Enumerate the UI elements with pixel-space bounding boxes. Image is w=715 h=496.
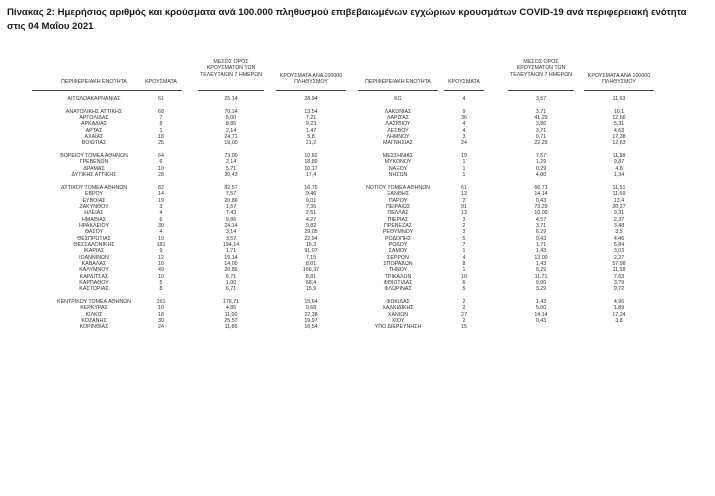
cell-cases: 161: [156, 299, 166, 305]
header-rule: [142, 90, 182, 91]
cell-per-100k: 20,27: [612, 203, 626, 210]
cell-cases: 7: [462, 241, 466, 248]
cell-cases: 15: [461, 324, 467, 331]
cell-per-100k: 13,54: [304, 108, 318, 115]
cell-per-100k: 11,58: [612, 267, 626, 274]
cell-per-100k: 22,38: [304, 311, 318, 318]
cell-region: ΚΑΣΤΟΡΙΑΣ: [79, 286, 109, 293]
cell-avg-7d: 11,71: [534, 273, 548, 280]
cell-cases: 14: [158, 191, 164, 198]
cell-avg-7d: 3,57: [535, 96, 547, 102]
cell-cases: 18: [158, 311, 164, 318]
cell-avg-7d: 176,71: [222, 299, 240, 305]
cell-region: ΣΠΟΡΑΔΩΝ: [383, 260, 413, 267]
cell-per-100k: 166,37: [302, 267, 320, 274]
cell-region: ΓΡΕΒΕΝΩΝ: [79, 159, 109, 166]
cell-avg-7d: 30,43: [224, 172, 238, 179]
cell-avg-7d: 1,00: [225, 279, 237, 286]
cell-cases: 3: [462, 134, 466, 141]
cell-per-100k: 7,21: [305, 115, 317, 122]
cell-cases: 181: [156, 241, 166, 248]
cell-avg-7d: 6,29: [535, 229, 547, 236]
cell-region: ΛΑΚΩΝΙΑΣ: [384, 108, 412, 115]
cell-cases: 3: [159, 203, 163, 210]
header-rule: [32, 90, 156, 91]
cell-region: ΚΟΖΑΝΗΣ: [81, 318, 107, 325]
cell-region: ΣΑΜΟΥ: [388, 248, 408, 255]
cell-region: ΛΑΡΙΣΑΣ: [386, 115, 410, 122]
cell-per-100k: 29,05: [304, 229, 318, 236]
cell-avg-7d: 2,14: [225, 159, 237, 166]
cell-region: ΗΛΕΙΑΣ: [84, 210, 104, 217]
cell-avg-7d: 9,86: [225, 216, 237, 223]
cell-region: ΜΕΣΣΗΝΙΑΣ: [382, 153, 414, 160]
cell-per-100k: 57,98: [612, 260, 626, 267]
cell-avg-7d: 25,57: [224, 318, 238, 325]
cell-avg-7d: 0,43: [535, 197, 547, 204]
cell-region: ΝΑΞΟΥ: [388, 165, 408, 172]
cell-avg-7d: 7,43: [225, 210, 237, 217]
cell-per-100k: 11,63: [612, 96, 626, 102]
cell-cases: 1: [462, 172, 466, 179]
cell-cases: 13: [461, 191, 467, 198]
cell-region: ΧΑΛΚΙΔΙΚΗΣ: [382, 305, 414, 312]
cell-avg-7d: 3,29: [535, 286, 547, 293]
cell-cases: 27: [461, 311, 467, 318]
cell-cases: 6: [159, 159, 163, 166]
cell-cases: 1: [462, 267, 466, 274]
cell-cases: 4: [462, 127, 466, 134]
cell-region: ΠΑΡΟΥ: [388, 197, 408, 204]
cell-cases: 30: [158, 222, 164, 229]
cell-region: ΑΙΤΩΛΟΑΚΑΡΝΑΝΙΑΣ: [67, 96, 121, 102]
cell-region: ΧΙΟΥ: [391, 318, 405, 325]
cell-per-100k: 91,07: [304, 248, 318, 255]
cell-cases: 10: [158, 165, 164, 172]
cell-region: ΡΟΔΟΠΗΣ: [384, 235, 411, 242]
cell-per-100k: 4,46: [613, 235, 625, 242]
cell-region: ΖΑΚΥΝΘΟΥ: [79, 203, 109, 210]
cell-avg-7d: 1,43: [535, 248, 547, 255]
cell-cases: 82: [158, 184, 164, 191]
cell-avg-7d: 5,71: [225, 165, 237, 172]
cell-cases: 6: [159, 216, 163, 223]
cell-avg-7d: 1,71: [225, 248, 237, 255]
cell-cases: 6: [462, 279, 466, 286]
header-cases: ΚΡΟΥΣΜΑΤΑ: [145, 79, 177, 85]
cell-region: ΚΙΛΚΙΣ: [85, 311, 103, 318]
cell-per-100k: 9,31: [613, 210, 625, 217]
cell-avg-7d: 9,43: [535, 235, 547, 242]
cell-cases: 13: [461, 210, 467, 217]
cell-cases: 19: [461, 153, 467, 160]
cell-avg-7d: 4,00: [535, 172, 547, 179]
cell-avg-7d: 41,29: [534, 115, 548, 122]
cell-region: ΦΛΩΡΙΝΑΣ: [384, 286, 412, 293]
cell-cases: 8: [462, 260, 466, 267]
cell-avg-7d: 0,29: [535, 165, 547, 172]
cell-per-100k: 7,63: [613, 273, 625, 280]
cell-per-100k: 3,5: [615, 229, 623, 236]
cell-per-100k: 12,63: [612, 140, 626, 147]
cell-avg-7d: 3,57: [225, 235, 237, 242]
cell-region: ΚΩ: [394, 96, 402, 102]
cell-region: ΤΡΙΚΑΛΩΝ: [384, 273, 412, 280]
cell-per-100k: 9,23: [305, 121, 317, 128]
cell-region: ΜΑΓΝΗΣΙΑΣ: [382, 140, 414, 147]
cell-cases: 4: [462, 254, 466, 261]
cell-region: ΑΧΑΪΑΣ: [84, 134, 104, 141]
cell-per-100k: 17,24: [612, 311, 626, 318]
cell-region: ΜΥΚΟΝΟΥ: [384, 159, 412, 166]
cell-avg-7d: 22,29: [534, 140, 548, 147]
header-avg: ΜΕΣΟΣ ΟΡΟΣ ΚΡΟΥΣΜΑΤΩΝ ΤΩΝ ΤΕΛΕΥΤΑΙΩΝ 7 ΗΜΕΡΩΝ: [510, 59, 572, 78]
cell-avg-7d: 14,14: [534, 311, 548, 318]
cell-region: ΠΕΛΛΑΣ: [387, 210, 409, 217]
cell-per-100k: 4,96: [613, 299, 625, 305]
cell-per-100k: 17,4: [305, 172, 317, 179]
cell-region: ΕΒΡΟΥ: [84, 191, 104, 198]
cell-cases: 28: [158, 172, 164, 179]
cell-per-100k: 19,97: [304, 318, 318, 325]
cell-per-100k: 21,2: [305, 140, 317, 147]
cell-per-100k: 11,88: [612, 153, 626, 160]
cell-per-100k: 3,03: [613, 248, 625, 255]
cell-cases: 5: [462, 235, 466, 242]
cell-per-100k: 13,4: [613, 197, 625, 204]
cell-region: ΚΑΛΥΜΝΟΥ: [79, 267, 109, 274]
cell-cases: 5: [462, 286, 466, 293]
cell-per-100k: 4,63: [613, 127, 625, 134]
header-rule: [444, 90, 484, 91]
cell-region: ΑΝΑΤΟΛΙΚΗΣ ΑΤΤΙΚΗΣ: [65, 108, 123, 115]
cell-cases: 3: [462, 216, 466, 223]
cell-cases: 1: [462, 248, 466, 255]
cell-cases: 10: [158, 235, 164, 242]
header-region: ΠΕΡΙΦΕΡΕΙΑΚΗ ΕΝΟΤΗΤΑ: [365, 79, 431, 85]
cell-avg-7d: 4,86: [225, 305, 237, 312]
cell-per-100k: 12,66: [612, 115, 626, 122]
cell-per-100k: 11,69: [612, 191, 626, 198]
cell-cases: 4: [462, 96, 466, 102]
cell-region: ΦΩΚΙΔΑΣ: [386, 299, 410, 305]
header-avg: ΜΕΣΟΣ ΟΡΟΣ ΚΡΟΥΣΜΑΤΩΝ ΤΩΝ ΤΕΛΕΥΤΑΙΩΝ 7 ΗΜΕΡΩΝ: [200, 59, 262, 78]
cell-region: ΗΡΑΚΛΕΙΟΥ: [78, 222, 110, 229]
cell-avg-7d: 73,00: [224, 153, 238, 160]
cell-cases: 5: [159, 279, 163, 286]
cell-cases: 8: [159, 121, 163, 128]
cell-per-100k: 5,84: [613, 241, 625, 248]
cell-per-100k: 9,46: [305, 191, 317, 198]
cell-avg-7d: 70,14: [224, 108, 238, 115]
cell-region: ΕΥΒΟΙΑΣ: [82, 197, 106, 204]
cell-cases: 24: [461, 140, 467, 147]
cell-avg-7d: 5,00: [535, 305, 547, 312]
cell-avg-7d: 11,00: [224, 311, 238, 318]
cell-cases: 19: [158, 197, 164, 204]
cell-cases: 36: [461, 115, 467, 122]
cell-per-100k: 7,15: [305, 254, 317, 261]
cell-per-100k: 5,8: [307, 134, 315, 141]
cell-cases: 18: [158, 134, 164, 141]
cell-per-100k: 16,75: [304, 184, 318, 191]
cell-cases: 2: [462, 222, 466, 229]
cell-per-100k: 15,9: [305, 286, 317, 293]
cell-cases: 24: [158, 324, 164, 331]
cell-region: ΚΑΡΔΙΤΣΑΣ: [79, 273, 109, 280]
cell-avg-7d: 1,43: [535, 260, 547, 267]
cell-region: ΑΡΓΟΛΙΔΑΣ: [79, 115, 109, 122]
cell-per-100k: 4,27: [305, 216, 317, 223]
header-rule: [508, 90, 574, 91]
header-per100k: ΚΡΟΥΣΜΑΤΑ ΑΝΑ 100000 ΠΛΗΘΥΣΜΟΥ: [587, 73, 651, 86]
cell-region: ΔΥΤΙΚΗΣ ΑΤΤΙΚΗΣ: [71, 172, 117, 179]
cell-per-100k: 68,4: [305, 279, 317, 286]
cell-cases: 8: [159, 286, 163, 293]
cell-per-100k: 9,68: [305, 305, 317, 312]
cell-cases: 9: [462, 108, 466, 115]
cell-cases: 1: [462, 159, 466, 166]
cell-per-100k: 10,82: [304, 153, 318, 160]
cell-cases: 64: [158, 153, 164, 160]
cell-region: ΝΟΤΙΟΥ ΤΟΜΕΑ ΑΘΗΝΩΝ: [365, 184, 431, 191]
cell-avg-7d: 6,71: [225, 286, 237, 293]
header-cases: ΚΡΟΥΣΜΑΤΑ: [448, 79, 480, 85]
cell-per-100k: 5,31: [613, 121, 625, 128]
cell-avg-7d: 24,14: [224, 222, 238, 229]
cell-per-100k: 18,89: [304, 159, 318, 166]
cell-cases: 25: [158, 140, 164, 147]
cell-cases: 7: [159, 115, 163, 122]
cell-avg-7d: 3,71: [535, 222, 547, 229]
cell-region: ΝΗΣΩΝ: [388, 172, 408, 179]
cell-region: ΠΡΕΒΕΖΑΣ: [384, 222, 412, 229]
cell-region: ΛΕΣΒΟΥ: [387, 127, 409, 134]
cell-region: ΦΘΙΩΤΙΔΑΣ: [383, 279, 413, 286]
cell-avg-7d: 20,86: [224, 197, 238, 204]
cell-per-100k: 2,51: [305, 210, 317, 217]
cell-avg-7d: 19,14: [224, 254, 238, 261]
cell-avg-7d: 14,14: [534, 191, 548, 198]
cell-avg-7d: 194,14: [222, 241, 240, 248]
cell-avg-7d: 11,86: [224, 324, 238, 331]
cell-per-100k: 28,94: [304, 96, 318, 102]
cell-cases: 1: [462, 165, 466, 172]
cell-per-100k: 10,1: [613, 108, 625, 115]
cell-cases: 12: [158, 254, 164, 261]
cell-avg-7d: 73,29: [534, 203, 548, 210]
cell-cases: 10: [158, 260, 164, 267]
cell-per-100k: 9,72: [613, 286, 625, 293]
cell-avg-7d: 82,57: [224, 184, 238, 191]
header-rule: [276, 90, 346, 91]
cell-cases: 2: [462, 318, 466, 325]
cell-per-100k: 22,94: [304, 235, 318, 242]
cell-avg-7d: 20,86: [224, 267, 238, 274]
cell-region: ΑΡΚΑΔΙΑΣ: [81, 121, 107, 128]
cell-cases: 1: [159, 127, 163, 134]
cell-cases: 10: [461, 273, 467, 280]
cell-avg-7d: 1,29: [535, 159, 547, 166]
cell-cases: 4: [159, 229, 163, 236]
cell-cases: 2: [462, 305, 466, 312]
cell-avg-7d: 10,00: [534, 210, 548, 217]
cell-region: ΞΑΝΘΗΣ: [386, 191, 410, 198]
header-rule: [358, 90, 438, 91]
header-rule: [198, 90, 264, 91]
cell-per-100k: 3,8: [615, 318, 623, 325]
cell-cases: 3: [462, 229, 466, 236]
cell-region: ΣΕΡΡΩΝ: [387, 254, 409, 261]
cell-per-100k: 11,51: [612, 184, 626, 191]
cell-region: ΔΡΑΜΑΣ: [83, 165, 105, 172]
cell-avg-7d: 8,86: [225, 121, 237, 128]
cell-region: ΚΕΡΚΥΡΑΣ: [80, 305, 108, 312]
cell-region: ΚΑΒΑΛΑΣ: [81, 260, 107, 267]
cell-avg-7d: 2,14: [225, 127, 237, 134]
cell-avg-7d: 3,14: [225, 229, 237, 236]
cell-region: ΙΩΑΝΝΙΝΩΝ: [79, 254, 109, 261]
cell-avg-7d: 4,57: [535, 216, 547, 223]
cell-cases: 68: [158, 108, 164, 115]
cell-region: ΚΟΡΙΝΘΙΑΣ: [79, 324, 109, 331]
cell-per-100k: 8,81: [305, 273, 317, 280]
cell-cases: 4: [462, 121, 466, 128]
cell-region: ΡΟΔΟΥ: [388, 241, 408, 248]
cell-cases: 49: [158, 267, 164, 274]
cell-avg-7d: 1,43: [535, 299, 547, 305]
cell-avg-7d: 1,57: [225, 203, 237, 210]
cell-avg-7d: 66,71: [534, 184, 548, 191]
cell-per-100k: 15,64: [304, 299, 318, 305]
cell-per-100k: 17,38: [612, 134, 626, 141]
cell-avg-7d: 0,43: [535, 318, 547, 325]
cell-region: ΘΕΣΣΑΛΟΝΙΚΗΣ: [73, 241, 115, 248]
cell-per-100k: 2,27: [613, 254, 625, 261]
cell-per-100k: 10,17: [304, 165, 318, 172]
cell-per-100k: 1,89: [613, 305, 625, 312]
cell-cases: 61: [461, 184, 467, 191]
cell-region: ΘΑΣΟΥ: [84, 229, 104, 236]
cell-per-100k: 3,48: [613, 222, 625, 229]
cell-per-100k: 4,8: [615, 165, 623, 172]
cell-per-100k: 1,47: [305, 127, 317, 134]
cell-per-100k: 2,37: [613, 216, 625, 223]
cell-cases: 2: [462, 299, 466, 305]
cell-region: ΤΗΝΟΥ: [388, 267, 408, 274]
cell-cases: 4: [159, 210, 163, 217]
cell-region: ΔΥΤΙΚΟΥ ΤΟΜΕΑ ΑΘΗΝΩΝ: [60, 184, 128, 191]
cell-region: ΠΙΕΡΙΑΣ: [387, 216, 409, 223]
cell-avg-7d: 9,00: [535, 279, 547, 286]
cell-avg-7d: 24,71: [224, 134, 238, 141]
cell-avg-7d: 3,71: [535, 108, 547, 115]
cell-region: ΛΑΣΙΘΙΟΥ: [385, 121, 411, 128]
cell-region: ΘΕΣΠΡΩΤΙΑΣ: [77, 235, 111, 242]
cell-cases: 10: [158, 305, 164, 312]
cell-region: ΠΕΙΡΑΙΩΣ: [385, 203, 411, 210]
cell-per-100k: 1,34: [613, 172, 625, 179]
cell-region: ΧΑΝΙΩΝ: [387, 311, 409, 318]
header-rule: [584, 90, 654, 91]
table-title: Πίνακας 2: Ημερήσιος αριθμός και κρούσματα ανά 100.000 πληθυσμού επιβεβαιωμένων εγχώριων κρουσμάτων COVID-19 ανά περιφερειακή ενότητα στις 04 Μαΐου 2021: [7, 7, 687, 32]
cell-region: ΚΕΝΤΡΙΚΟΥ ΤΟΜΕΑ ΑΘΗΝΩΝ: [57, 299, 131, 305]
cell-region: ΗΜΑΘΙΑΣ: [81, 216, 107, 223]
cell-per-100k: 8,01: [305, 260, 317, 267]
cell-region: ΑΡΤΑΣ: [85, 127, 103, 134]
cell-region: ΡΕΘΥΜΝΟΥ: [382, 229, 414, 236]
cell-cases: 9: [159, 248, 163, 255]
cell-avg-7d: 14,00: [224, 260, 238, 267]
cell-cases: 61: [158, 96, 164, 102]
cell-avg-7d: 0,71: [535, 134, 547, 141]
cell-avg-7d: 25,14: [224, 96, 238, 102]
header-per100k: ΚΡΟΥΣΜΑΤΑ ΑΝΑ 100000 ΠΛΗΘΥΣΜΟΥ: [279, 73, 343, 86]
cell-per-100k: 7,36: [305, 203, 317, 210]
cell-region: ΥΠΟ ΔΙΕΡΕΥΝΗΣΗ: [374, 324, 422, 331]
cell-avg-7d: 6,71: [225, 273, 237, 280]
cell-avg-7d: 7,57: [225, 191, 237, 198]
cell-cases: 91: [461, 203, 467, 210]
cell-avg-7d: 3,71: [535, 127, 547, 134]
cell-per-100k: 3,79: [613, 279, 625, 286]
cell-avg-7d: 19,00: [224, 140, 238, 147]
cell-cases: 2: [462, 197, 466, 204]
cell-per-100k: 16,3: [305, 241, 317, 248]
cell-avg-7d: 1,71: [535, 241, 547, 248]
cell-avg-7d: 3,86: [535, 121, 547, 128]
cell-avg-7d: 7,57: [535, 153, 547, 160]
cell-per-100k: 9,87: [613, 159, 625, 166]
header-region: ΠΕΡΙΦΕΡΕΙΑΚΗ ΕΝΟΤΗΤΑ: [61, 79, 127, 85]
cell-per-100k: 16,54: [304, 324, 318, 331]
cell-region: ΛΗΜΝΟΥ: [386, 134, 410, 141]
cell-per-100k: 9,01: [305, 197, 317, 204]
cell-region: ΒΟΙΩΤΙΑΣ: [81, 140, 107, 147]
cell-avg-7d: 5,00: [225, 115, 237, 122]
cell-region: ΒΟΡΕΙΟΥ ΤΟΜΕΑ ΑΘΗΝΩΝ: [60, 153, 128, 160]
cell-avg-7d: 13,00: [534, 254, 548, 261]
cell-avg-7d: 0,29: [535, 267, 547, 274]
cell-region: ΚΑΡΠΑΘΟΥ: [79, 279, 109, 286]
cell-region: ΙΚΑΡΙΑΣ: [83, 248, 105, 255]
cell-cases: 30: [158, 318, 164, 325]
cell-per-100k: 9,82: [305, 222, 317, 229]
cell-cases: 10: [158, 273, 164, 280]
